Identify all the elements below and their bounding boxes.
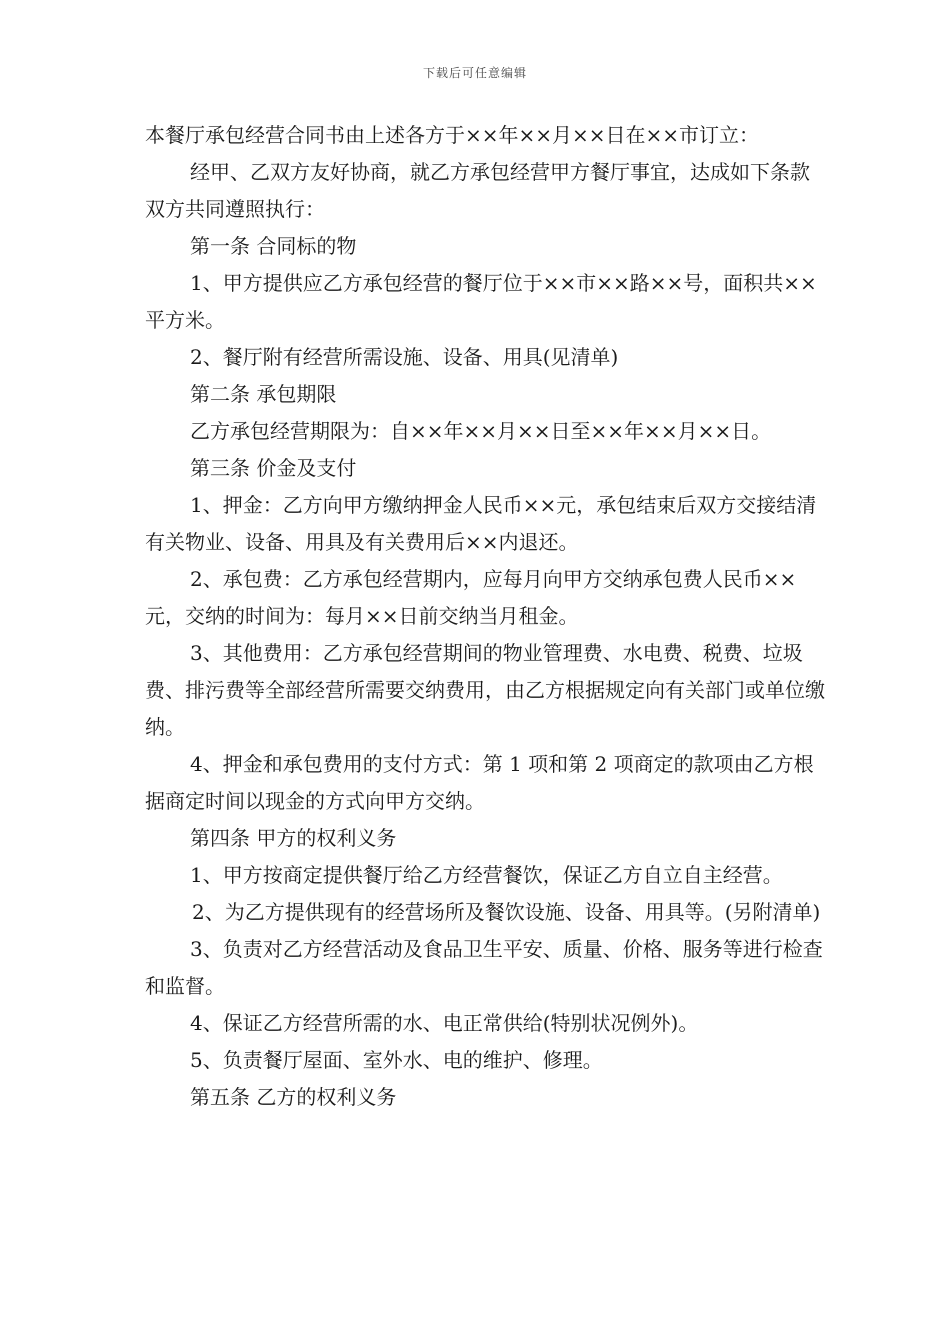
article-5-heading: 第五条 乙方的权利义务: [190, 1085, 397, 1109]
page-header-note: 下载后可任意编辑: [422, 66, 527, 80]
article-1-item-2: 2、餐厅附有经营所需设施、设备、用具(见清单): [190, 345, 619, 369]
article-4-item-5: 5、负责餐厅屋面、室外水、电的维护、修理。: [190, 1048, 603, 1072]
article-4-item-3: 3、负责对乙方经营活动及食品卫生平安、质量、价格、服务等进行检查和监督。: [145, 937, 823, 998]
article-4-heading: 第四条 甲方的权利义务: [190, 826, 397, 850]
preamble-paragraph: 经甲、乙双方友好协商，就乙方承包经营甲方餐厅事宜，达成如下条款双方共同遵照执行：: [145, 160, 810, 221]
article-2-term: 乙方承包经营期限为：自××年××月××日至××年××月××日。: [190, 419, 772, 443]
article-3-item-1: 1、押金：乙方向甲方缴纳押金人民币××元，承包结束后双方交接结清有关物业、设备、用具及有关费用后××内退还。: [145, 493, 817, 554]
article-2-heading: 第二条 承包期限: [190, 382, 337, 406]
article-4-item-2: 2、为乙方提供现有的经营场所及餐饮设施、设备、用具等。(另附清单): [192, 900, 821, 924]
document-body: [145, 117, 825, 1116]
article-3-heading: 第三条 价金及支付: [190, 456, 357, 480]
article-1-item-1: 1、甲方提供应乙方承包经营的餐厅位于××市××路××号，面积共××平方米。: [145, 271, 817, 332]
article-3-item-3: 3、其他费用：乙方承包经营期间的物业管理费、水电费、税费、垃圾费、排污费等全部经营所需要交纳费用，由乙方根据规定向有关部门或单位缴纳。: [145, 641, 825, 739]
article-3-item-2: 2、承包费：乙方承包经营期内，应每月向甲方交纳承包费人民币××元，交纳的时间为：每月××日前交纳当月租金。: [145, 567, 797, 628]
article-3-item-4: 4、押金和承包费用的支付方式：第 1 项和第 2 项商定的款项由乙方根据商定时间以现金的方式向甲方交纳。: [145, 752, 814, 813]
contract-intro: 本餐厅承包经营合同书由上述各方于××年××月××日在××市订立：: [145, 123, 760, 147]
article-4-item-4: 4、保证乙方经营所需的水、电正常供给(特别状况例外)。: [190, 1011, 699, 1035]
article-1-heading: 第一条 合同标的物: [190, 234, 357, 258]
article-4-item-1: 1、甲方按商定提供餐厅给乙方经营餐饮，保证乙方自立自主经营。: [190, 863, 783, 887]
